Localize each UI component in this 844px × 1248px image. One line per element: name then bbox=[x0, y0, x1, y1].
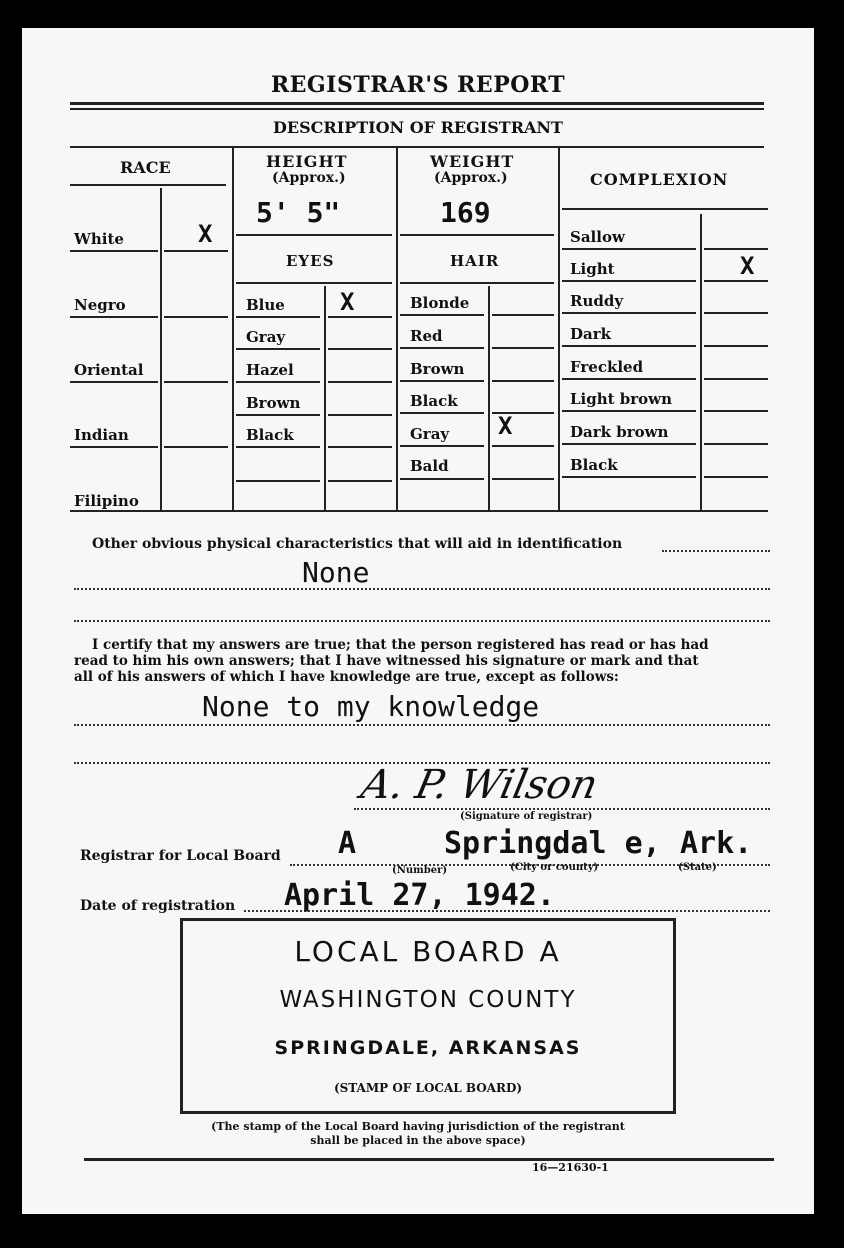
eyes-rule-2 bbox=[236, 348, 320, 350]
complexion-rule-5 bbox=[562, 378, 696, 380]
complexion-rule-3 bbox=[562, 312, 696, 314]
registrar-report-card bbox=[22, 28, 814, 1214]
complexion-option-ruddy: Ruddy bbox=[570, 292, 624, 310]
hair-option-brown: Brown bbox=[410, 360, 465, 378]
race-mark-rule-1 bbox=[164, 250, 228, 252]
footer-rule bbox=[84, 1158, 774, 1161]
race-rule-1 bbox=[70, 250, 158, 252]
complexion-mark-rule-6 bbox=[704, 410, 768, 412]
race-option-filipino: Filipino bbox=[74, 492, 139, 510]
race-mark-divider bbox=[160, 188, 162, 510]
race-mark-rule-4 bbox=[164, 446, 228, 448]
complexion-rule-8 bbox=[562, 476, 696, 478]
characteristics-leader bbox=[662, 550, 770, 552]
certification-line-1: I certify that my answers are true; that the person registered has read or has had bbox=[92, 637, 709, 653]
complexion-option-light-brown: Light brown bbox=[570, 390, 673, 408]
complexion-mark-rule-3 bbox=[704, 312, 768, 314]
local-board-number-caption: (Number) bbox=[392, 865, 448, 876]
complexion-option-dark: Dark bbox=[570, 325, 612, 343]
eyes-option-gray: Gray bbox=[246, 328, 286, 346]
local-board-label: Registrar for Local Board bbox=[80, 848, 281, 864]
eyes-option-black: Black bbox=[246, 426, 294, 444]
height-approx: (Approx.) bbox=[272, 170, 346, 186]
complexion-mark-rule-8 bbox=[704, 476, 768, 478]
eyes-mark-blue: X bbox=[340, 288, 355, 316]
characteristics-prompt: Other obvious physical characteristics that will aid in identification bbox=[92, 536, 623, 552]
characteristics-answer: None bbox=[302, 556, 370, 589]
characteristics-line-1 bbox=[74, 588, 770, 590]
local-board-state-caption: (State) bbox=[678, 862, 717, 873]
eyes-mark-rule-6 bbox=[328, 480, 392, 482]
race-rule-4 bbox=[70, 446, 158, 448]
certification-line-3: all of his answers of which I have knowledge are true, except as follows: bbox=[74, 669, 619, 685]
hair-option-gray: Gray bbox=[410, 425, 450, 443]
stamp-line-1: LOCAL BOARD A bbox=[294, 935, 562, 968]
subtitle-rule bbox=[70, 146, 764, 148]
eyes-mark-rule-3 bbox=[328, 381, 392, 383]
complexion-rule-2 bbox=[562, 280, 696, 282]
complexion-rule-1 bbox=[562, 248, 696, 250]
eyes-rule-3 bbox=[236, 381, 320, 383]
height-value: 5' 5" bbox=[256, 196, 341, 229]
date-label: Date of registration bbox=[80, 898, 236, 914]
complexion-mark-rule-5 bbox=[704, 378, 768, 380]
hair-mark-rule-3 bbox=[492, 380, 554, 382]
complexion-heading-rule bbox=[562, 208, 768, 210]
weight-rule bbox=[400, 234, 554, 236]
local-board-city: Springdal e, bbox=[444, 826, 661, 861]
title-rule-2 bbox=[70, 108, 764, 110]
footer-note-2: shall be placed in the above space) bbox=[310, 1134, 526, 1147]
col-divider-height bbox=[396, 148, 398, 510]
complexion-option-sallow: Sallow bbox=[570, 228, 625, 246]
signature-caption: (Signature of registrar) bbox=[460, 811, 593, 822]
complexion-rule-6 bbox=[562, 410, 696, 412]
hair-option-red: Red bbox=[410, 327, 443, 345]
hair-mark-rule-1 bbox=[492, 314, 554, 316]
complexion-mark-divider bbox=[700, 214, 702, 510]
complexion-mark-rule-7 bbox=[704, 443, 768, 445]
local-board-state: Ark. bbox=[680, 826, 753, 861]
registrar-signature: A. P. Wilson bbox=[357, 762, 602, 808]
hair-heading-rule bbox=[400, 282, 554, 284]
eyes-mark-rule-1 bbox=[328, 316, 392, 318]
stamp-line-3: SPRINGDALE, ARKANSAS bbox=[274, 1037, 582, 1059]
hair-rule-1 bbox=[400, 314, 484, 316]
height-rule bbox=[236, 234, 392, 236]
hair-mark-gray: X bbox=[498, 412, 513, 440]
col-divider-weight bbox=[558, 148, 560, 510]
complexion-mark-rule-4 bbox=[704, 345, 768, 347]
title-rule-1 bbox=[70, 102, 764, 105]
certification-line-2: read to him his own answers; that I have witnessed his signature or mark and that bbox=[74, 653, 699, 669]
col-divider-race bbox=[232, 148, 234, 510]
certification-line-a bbox=[74, 724, 770, 726]
hair-rule-6 bbox=[400, 478, 484, 480]
complexion-mark-rule-1 bbox=[704, 248, 768, 250]
table-bottom-rule bbox=[70, 510, 768, 512]
report-subtitle: DESCRIPTION OF REGISTRANT bbox=[273, 118, 563, 137]
race-heading-rule bbox=[70, 184, 226, 186]
date-value: April 27, 1942. bbox=[284, 878, 555, 913]
form-number: 16—21630-1 bbox=[532, 1161, 609, 1174]
hair-mark-rule-2 bbox=[492, 347, 554, 349]
hair-rule-3 bbox=[400, 380, 484, 382]
hair-mark-rule-5 bbox=[492, 445, 554, 447]
report-title: REGISTRAR'S REPORT bbox=[270, 72, 566, 98]
local-board-city-caption: (City or county) bbox=[510, 862, 599, 873]
footer-note-1: (The stamp of the Local Board having jurisdiction of the registrant bbox=[211, 1120, 625, 1133]
certification-answer: None to my knowledge bbox=[202, 690, 540, 723]
weight-value: 169 bbox=[440, 196, 491, 229]
hair-option-blonde: Blonde bbox=[410, 294, 470, 312]
eyes-option-blue: Blue bbox=[246, 296, 285, 314]
complexion-rule-4 bbox=[562, 345, 696, 347]
eyes-rule-5 bbox=[236, 446, 320, 448]
complexion-mark-rule-2 bbox=[704, 280, 768, 282]
complexion-option-dark-brown: Dark brown bbox=[570, 423, 669, 441]
eyes-rule-6 bbox=[236, 480, 320, 482]
signature-line bbox=[354, 808, 770, 810]
race-mark-white: X bbox=[198, 220, 213, 248]
weight-heading: WEIGHT bbox=[430, 152, 515, 171]
stamp-caption: (STAMP OF LOCAL BOARD) bbox=[333, 1081, 523, 1095]
hair-rule-2 bbox=[400, 347, 484, 349]
stamp-line-2: WASHINGTON COUNTY bbox=[279, 987, 577, 1013]
complexion-option-light: Light bbox=[570, 260, 615, 278]
race-option-negro: Negro bbox=[74, 296, 126, 314]
race-option-indian: Indian bbox=[74, 426, 129, 444]
hair-mark-divider bbox=[488, 286, 490, 510]
complexion-rule-7 bbox=[562, 443, 696, 445]
hair-mark-rule-6 bbox=[492, 478, 554, 480]
height-heading: HEIGHT bbox=[266, 152, 348, 171]
complexion-option-freckled: Freckled bbox=[570, 358, 644, 376]
eyes-rule-1 bbox=[236, 316, 320, 318]
eyes-heading-rule bbox=[236, 282, 392, 284]
weight-approx: (Approx.) bbox=[434, 170, 508, 186]
hair-option-black: Black bbox=[410, 392, 458, 410]
local-board-number: A bbox=[338, 826, 357, 861]
hair-heading: HAIR bbox=[450, 252, 500, 270]
race-mark-rule-3 bbox=[164, 381, 228, 383]
race-mark-rule-2 bbox=[164, 316, 228, 318]
hair-rule-4 bbox=[400, 412, 484, 414]
eyes-heading: EYES bbox=[286, 252, 335, 270]
race-rule-3 bbox=[70, 381, 158, 383]
eyes-mark-divider bbox=[324, 286, 326, 510]
eyes-option-brown: Brown bbox=[246, 394, 301, 412]
race-option-oriental: Oriental bbox=[74, 361, 144, 379]
characteristics-line-2 bbox=[74, 620, 770, 622]
race-option-white: White bbox=[74, 230, 124, 248]
local-board-stamp bbox=[180, 918, 676, 1114]
eyes-option-hazel: Hazel bbox=[246, 361, 294, 379]
complexion-heading: COMPLEXION bbox=[590, 170, 729, 189]
hair-rule-5 bbox=[400, 445, 484, 447]
eyes-mark-rule-5 bbox=[328, 446, 392, 448]
complexion-option-black: Black bbox=[570, 456, 618, 474]
complexion-mark-light: X bbox=[740, 252, 755, 280]
race-heading: RACE bbox=[120, 158, 171, 177]
hair-option-bald: Bald bbox=[410, 457, 449, 475]
race-rule-2 bbox=[70, 316, 158, 318]
eyes-rule-4 bbox=[236, 414, 320, 416]
eyes-mark-rule-4 bbox=[328, 414, 392, 416]
eyes-mark-rule-2 bbox=[328, 348, 392, 350]
